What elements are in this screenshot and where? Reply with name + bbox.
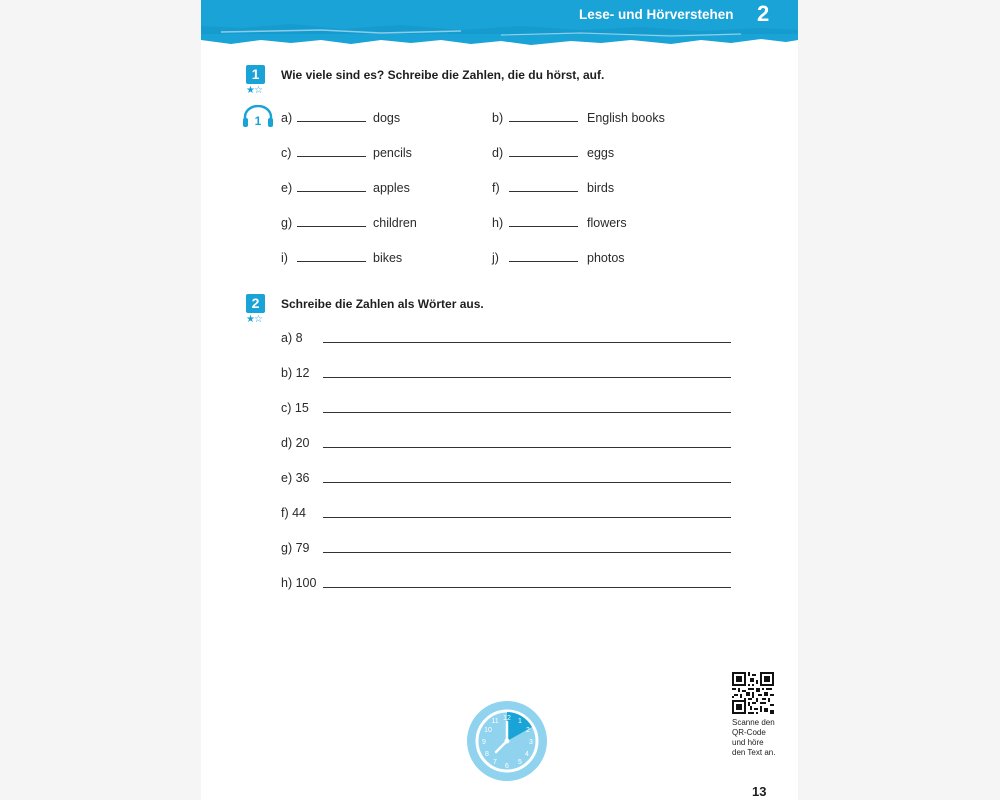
answer-line[interactable]	[323, 412, 731, 413]
item-word: eggs	[587, 146, 615, 160]
item-letter: e)	[281, 181, 293, 195]
answer-blank[interactable]	[297, 156, 366, 157]
answer-line[interactable]	[323, 482, 731, 483]
svg-text:8: 8	[485, 751, 489, 758]
item-letter: f)	[492, 181, 500, 195]
item-word: pencils	[373, 146, 412, 160]
star-icon: ★	[246, 314, 254, 325]
svg-text:3: 3	[529, 739, 533, 746]
number-label: b) 12	[281, 366, 310, 380]
answer-line[interactable]	[323, 552, 731, 553]
number-label: a) 8	[281, 331, 303, 345]
item-word: English books	[587, 111, 665, 125]
star-icon: ☆	[253, 85, 262, 96]
answer-line[interactable]	[323, 517, 731, 518]
star-icon: ☆	[253, 314, 262, 325]
qr-caption-line: und höre	[732, 738, 764, 747]
worksheet-page	[201, 0, 798, 800]
section-title: Lese- und Hörverstehen	[579, 7, 734, 22]
answer-blank[interactable]	[509, 121, 578, 122]
task-number-badge: 1	[246, 65, 265, 84]
answer-blank[interactable]	[297, 191, 366, 192]
item-letter: h)	[492, 216, 504, 230]
qr-caption	[732, 718, 792, 758]
svg-text:1: 1	[518, 718, 522, 725]
answer-blank[interactable]	[297, 226, 366, 227]
number-label: g) 79	[281, 541, 310, 555]
item-word: flowers	[587, 216, 627, 230]
item-letter: g)	[281, 216, 293, 230]
number-label: e) 36	[281, 471, 310, 485]
item-letter: b)	[492, 111, 504, 125]
number-label: c) 15	[281, 401, 309, 415]
qr-code-icon[interactable]	[732, 672, 774, 714]
svg-text:9: 9	[482, 739, 486, 746]
difficulty-stars	[246, 315, 262, 325]
svg-text:2: 2	[526, 727, 530, 734]
clock-icon	[466, 700, 548, 782]
svg-text:5: 5	[518, 759, 522, 766]
chapter-number: 2	[757, 1, 770, 26]
item-word: bikes	[373, 251, 403, 265]
item-letter: a)	[281, 111, 293, 125]
svg-text:6: 6	[505, 763, 509, 770]
task-instruction: Wie viele sind es? Schreibe die Zahlen, die du hörst, auf.	[281, 68, 605, 82]
item-word: birds	[587, 181, 615, 195]
audio-track-number: 1	[254, 114, 262, 128]
number-label: d) 20	[281, 436, 310, 450]
item-word: photos	[587, 251, 625, 265]
number-label: f) 44	[281, 506, 307, 520]
number-label: h) 100	[281, 576, 317, 590]
star-icon: ★	[246, 85, 254, 96]
task-number-badge: 2	[246, 294, 265, 313]
item-word: children	[373, 216, 417, 230]
qr-caption-line: Scanne den	[732, 718, 775, 727]
answer-line[interactable]	[323, 377, 731, 378]
item-letter: c)	[281, 146, 292, 160]
item-letter: j)	[492, 251, 499, 265]
answer-blank[interactable]	[509, 156, 578, 157]
svg-text:10: 10	[484, 727, 492, 734]
item-word: dogs	[373, 111, 401, 125]
svg-text:11: 11	[491, 718, 499, 725]
difficulty-stars	[246, 86, 262, 96]
answer-blank[interactable]	[297, 261, 366, 262]
svg-text:7: 7	[493, 759, 497, 766]
task-instruction: Schreibe die Zahlen als Wörter aus.	[281, 297, 484, 311]
page-number: 13	[752, 784, 767, 799]
answer-line[interactable]	[323, 447, 731, 448]
svg-text:12: 12	[503, 715, 511, 722]
svg-text:4: 4	[525, 751, 529, 758]
answer-line[interactable]	[323, 587, 731, 588]
answer-blank[interactable]	[509, 191, 578, 192]
answer-blank[interactable]	[509, 261, 578, 262]
answer-blank[interactable]	[509, 226, 578, 227]
answer-line[interactable]	[323, 342, 731, 343]
item-letter: d)	[492, 146, 504, 160]
qr-caption-line: QR-Code	[732, 728, 766, 737]
answer-blank[interactable]	[297, 121, 366, 122]
item-word: apples	[373, 181, 410, 195]
item-letter: i)	[281, 251, 288, 265]
headphones-icon[interactable]	[241, 105, 275, 129]
qr-caption-line: den Text an.	[732, 748, 776, 757]
